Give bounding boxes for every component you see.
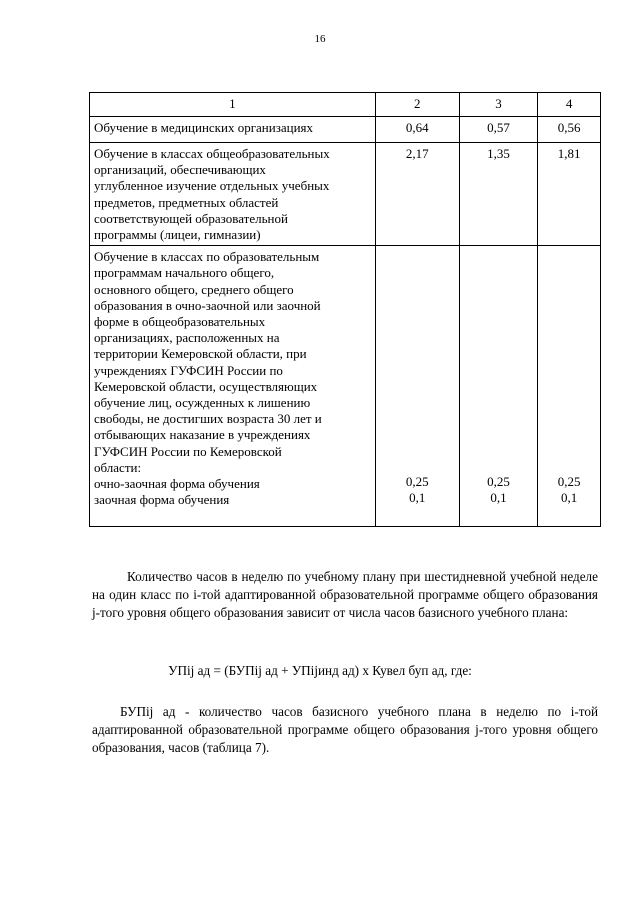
table-row-correctional-classes [90, 246, 601, 527]
ochno-zaochnaya-value: 0,25 [405, 474, 429, 490]
value-col-2: 2,17 [375, 143, 459, 246]
paragraph-hours-dependency: Количество часов в неделю по учебному плану при шестидневной учебной неделе на один класс по i-той адаптированной образовательной программе общего образования j-того уровня общего образования зависит от числа часов базисного учебного плана: [92, 569, 598, 620]
formula: УПij ад = (БУПij ад + УПijинд ад) х Кувел буп ад, где: [168, 663, 472, 678]
ochno-zaochnaya-value: 0,25 [557, 474, 581, 490]
zaochnaya-value: 0,1 [409, 490, 426, 506]
value-col-4 [538, 246, 601, 527]
header-cell-3: 3 [459, 93, 538, 117]
ochno-zaochnaya-value: 0,25 [487, 474, 510, 490]
zaochnaya-value: 0,1 [561, 490, 578, 506]
page-number: 16 [314, 33, 326, 45]
header-cell-1: 1 [90, 93, 376, 117]
table-row-advanced-classes [90, 143, 601, 246]
zaochnaya-value: 0,1 [490, 490, 507, 506]
value-col-3: 1,35 [459, 143, 538, 246]
value-col-2: 0,64 [375, 117, 459, 143]
table-header-row [90, 93, 601, 117]
row-label: Обучение в классах общеобразовательных организаций, обеспечивающих углубленное изучение отдельных учебных предметов, предметных областей соответствующей образовательной программы (лицеи, гимназии) [90, 143, 376, 246]
row-label: Обучение в классах по образовательным программам начального общего, основного общего, среднего общего образования в очно-заочной или заочной форме в общеобразовательных организациях, расположенных на территории Кемеровской области, при учреждениях ГУФСИН России по Кемеровской области, осуществляющих обучение лиц, осужденных к лишению свободы, не достигших возраста 30 лет и отбывающих наказание в учреждениях ГУФСИН России по Кемеровской области: очно-заочная форма обучения заочная форма обучения [90, 246, 376, 527]
value-col-4: 1,81 [538, 143, 601, 246]
coefficients-table [89, 92, 601, 527]
table-row-medical [90, 117, 601, 143]
value-col-4: 0,56 [538, 117, 601, 143]
header-cell-2: 2 [375, 93, 459, 117]
header-cell-4: 4 [538, 93, 601, 117]
value-col-3: 0,57 [459, 117, 538, 143]
value-col-3 [459, 246, 538, 527]
row-label: Обучение в медицинских организациях [90, 117, 376, 143]
paragraph-bup-definition: БУПij ад - количество часов базисного учебного плана в неделю по i-той адаптированной образовательной программе общего образования j-того уровня общего образования, часов (таблица 7). [92, 704, 598, 755]
value-col-2 [375, 246, 459, 527]
